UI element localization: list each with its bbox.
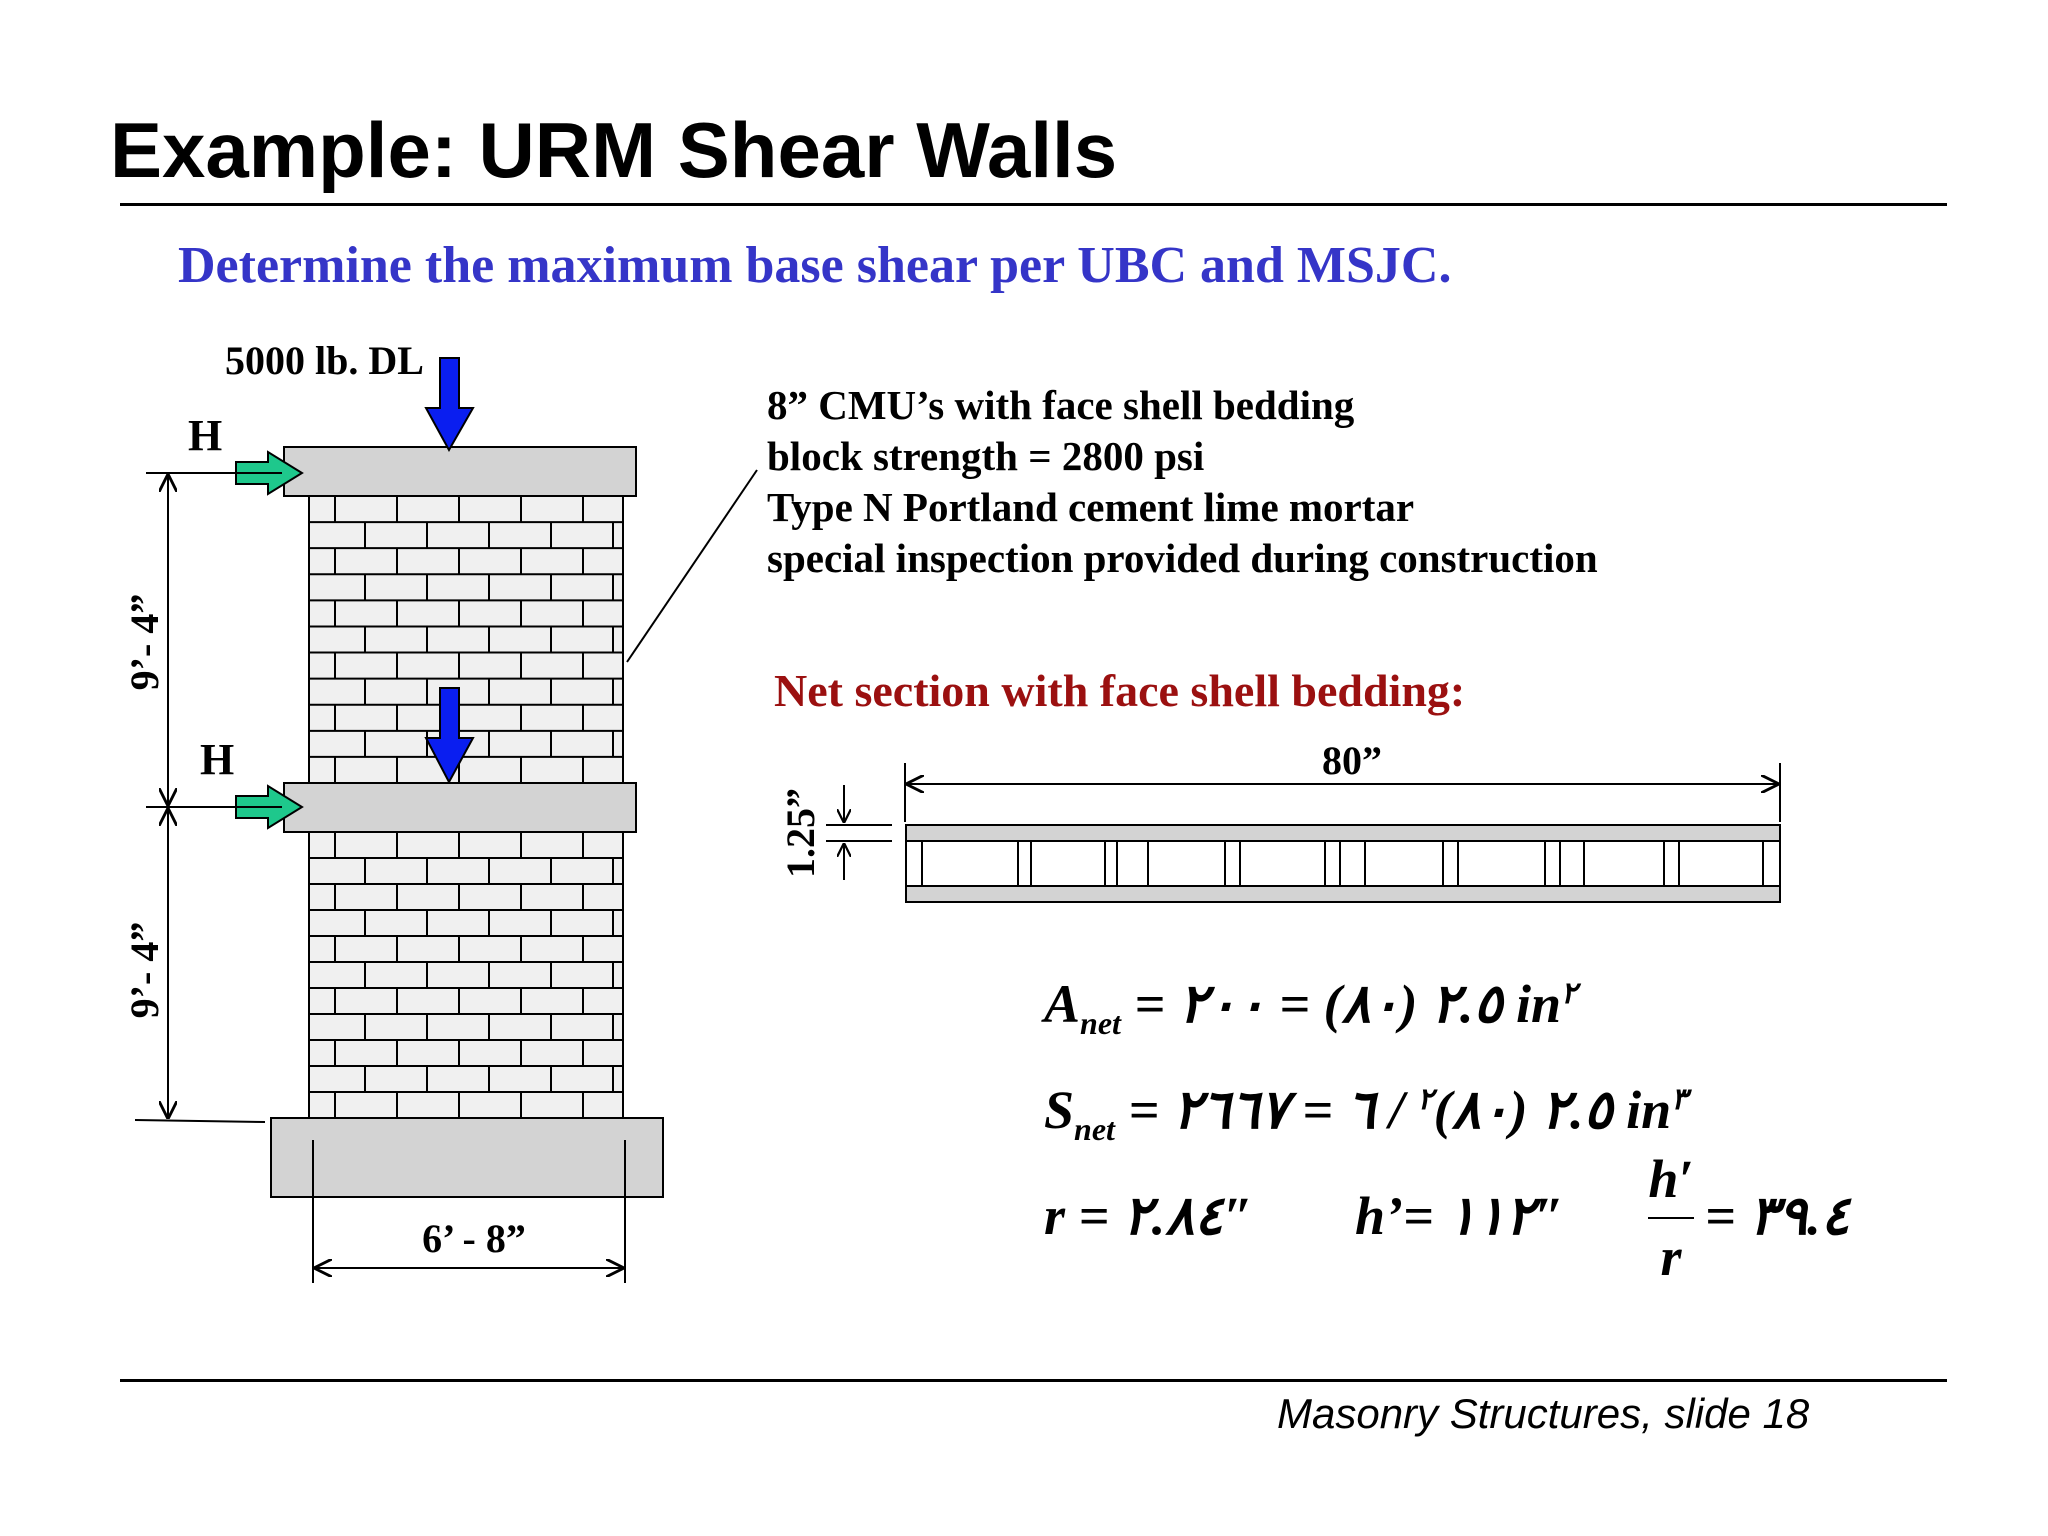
net-section-heading: Net section with face shell bedding: <box>774 665 1466 716</box>
a-net-exponent: ٢ <box>1561 977 1578 1010</box>
dead-load-arrow-top <box>426 358 473 450</box>
notes-list <box>767 380 1598 584</box>
roof-slab <box>284 447 636 496</box>
s-net-expression-1: = ٢.٥ (٨٠) <box>1114 1080 1613 1140</box>
shell-thickness-label: 1.25” <box>778 788 823 878</box>
equation-radius-of-gyration: r = ٢.٨٤″ <box>1044 1186 1254 1246</box>
wall-length-label: 6’ - 8” <box>422 1216 526 1261</box>
height-extension-bottom <box>135 1120 265 1122</box>
a-net-expression: = ٢.٥ (٨٠) = ٢٠٠ in <box>1120 974 1562 1034</box>
slenderness-value: = ٣٩.٤ <box>1705 1186 1850 1246</box>
note-special-inspection: special inspection provided during construction <box>767 535 1598 581</box>
equation-a-net <box>1044 972 1577 1042</box>
equation-s-net <box>1044 1078 1687 1148</box>
story-height-bottom-label: 9’- 4” <box>122 921 167 1019</box>
equation-effective-height: h’= ١١٢″ <box>1355 1186 1565 1246</box>
story-height-top-label: 9’- 4” <box>122 593 167 691</box>
dead-load-label: 5000 lb. DL <box>225 338 424 383</box>
net-section-length-label: 80” <box>1322 738 1382 783</box>
s-net-symbol: S <box>1044 1080 1075 1140</box>
a-net-symbol: A <box>1044 974 1081 1034</box>
a-net-subscript: net <box>1080 1004 1121 1041</box>
lower-wall-panel <box>309 832 623 1118</box>
s-net-subscript: net <box>1074 1110 1115 1147</box>
note-block-strength: block strength = 2800 psi <box>767 433 1205 479</box>
slide-subtitle: Determine the maximum base shear per UBC and MSJC. <box>178 237 1452 294</box>
notes-leader-line <box>627 470 757 662</box>
note-mortar-type: Type N Portland cement lime mortar <box>767 484 1415 530</box>
slenderness-numerator: h′ <box>1648 1149 1694 1209</box>
s-net-exponent-1: ٢ <box>1417 1083 1434 1116</box>
note-cmu: 8” CMU’s with face shell bedding <box>767 382 1355 428</box>
face-shell-bottom <box>906 886 1780 902</box>
slide-footer: Masonry Structures, slide 18 <box>1277 1390 1810 1437</box>
slenderness-fraction-bar <box>1648 1217 1694 1219</box>
face-shell-top <box>906 825 1780 841</box>
s-net-expression-2: / ٦ = ٢٦٦٧ in <box>1172 1080 1672 1140</box>
slide-title: Example: URM Shear Walls <box>110 106 1118 194</box>
s-net-exponent-2: ٣ <box>1671 1083 1688 1116</box>
foundation <box>271 1118 663 1197</box>
lateral-load-label-mid: H <box>200 735 235 784</box>
floor-slab <box>284 783 636 832</box>
lateral-load-label-top: H <box>188 411 223 460</box>
footer-rule <box>120 1379 1947 1382</box>
slenderness-denominator: r <box>1660 1227 1682 1287</box>
